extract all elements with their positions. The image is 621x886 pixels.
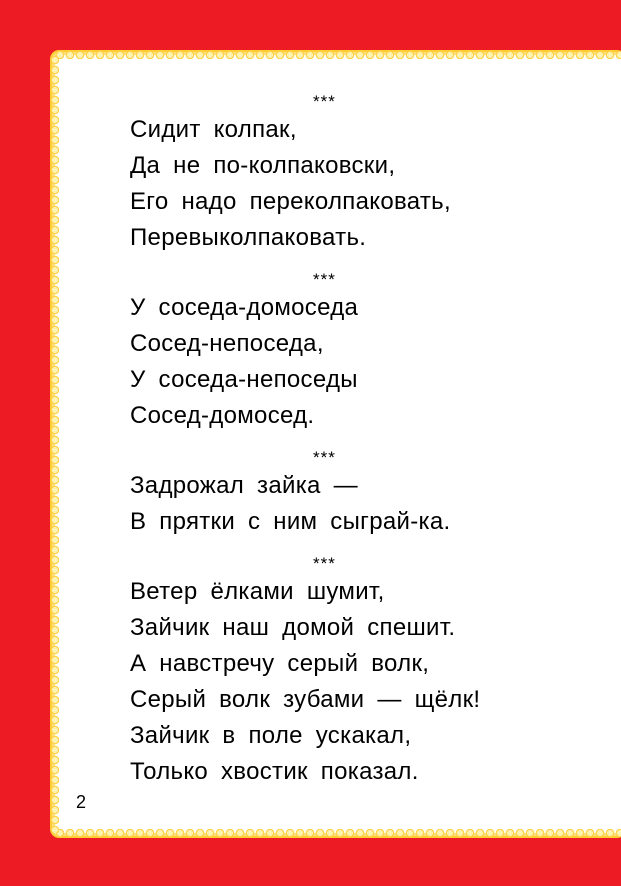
stanza-3: [130, 448, 590, 540]
poem-line: Сидит колпак,: [130, 116, 297, 143]
poem-line: А навстречу серый волк,: [130, 650, 430, 677]
poem-line: Да не по-колпаковски,: [130, 152, 396, 179]
poem-line: Сосед-непоседа,: [130, 330, 324, 357]
poem-line: Задрожал зайка —: [130, 472, 358, 499]
stanza-1: [130, 92, 590, 256]
poem-line: В прятки с ним сыграй-ка.: [130, 508, 451, 535]
stanza-4: [130, 554, 590, 790]
poem-line: У соседа-непоседы: [130, 366, 358, 393]
poem-line: Серый волк зубами — щёлк!: [130, 686, 481, 713]
poem-line: Сосед-домосед.: [130, 402, 315, 429]
poem-line: Зайчик наш домой спешит.: [130, 614, 456, 641]
poem-line: Его надо переколпаковать,: [130, 188, 451, 215]
poem-line: Ветер ёлками шумит,: [130, 578, 385, 605]
poem-text: [130, 92, 590, 804]
poem-line: Только хвостик показал.: [130, 758, 419, 785]
stanza-separator: ***: [313, 448, 336, 467]
stanza-separator: ***: [313, 270, 336, 289]
stanza-separator: ***: [313, 554, 336, 573]
stanza-2: [130, 270, 590, 434]
poem-line: У соседа-домоседа: [130, 294, 359, 321]
poem-line: Зайчик в поле ускакал,: [130, 722, 412, 749]
page-number: 2: [76, 792, 87, 812]
poem-line: Перевыколпаковать.: [130, 224, 367, 251]
stanza-separator: ***: [313, 92, 336, 111]
